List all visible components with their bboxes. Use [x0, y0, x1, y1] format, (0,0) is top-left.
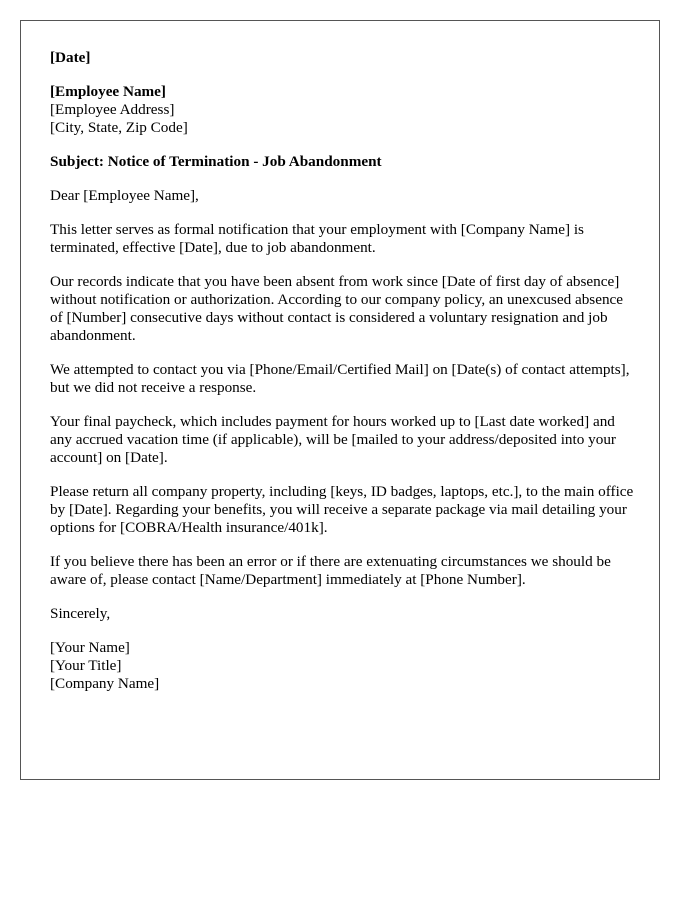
signature-block — [50, 639, 635, 693]
signature-name: [Your Name] — [50, 639, 130, 656]
paragraph-contact-info: If you believe there has been an error or if there are extenuating circumstances we should be aware of, please contact [Name/Department] immediately at [Phone Number]. — [50, 553, 611, 588]
paragraph-absence-records: Our records indicate that you have been absent from work since [Date of first day of absence] without notification or authorization. According to our company policy, an unexcused absence of [Number] consecutive days without contact is considered a voluntary resignation and job abandonment. — [50, 273, 624, 344]
letter-body — [50, 49, 635, 693]
letter-date: [Date] — [50, 49, 91, 66]
recipient-city-state-zip: [City, State, Zip Code] — [50, 119, 188, 136]
recipient-name: [Employee Name] — [50, 83, 166, 100]
signature-title: [Your Title] — [50, 657, 122, 674]
signature-company: [Company Name] — [50, 675, 160, 692]
paragraph-contact-attempts: We attempted to contact you via [Phone/Email/Certified Mail] on [Date(s) of contact attempts], but we did not receive a response. — [50, 361, 630, 396]
letter-page — [20, 20, 660, 780]
letter-subject: Subject: Notice of Termination - Job Abandonment — [50, 153, 382, 170]
paragraph-company-property: Please return all company property, including [keys, ID badges, laptops, etc.], to the main office by [Date]. Regarding your benefits, you will receive a separate package via mail detailing your options for [COBRA/Health insurance/401k]. — [50, 483, 634, 536]
letter-salutation: Dear [Employee Name], — [50, 187, 199, 204]
paragraph-final-paycheck: Your final paycheck, which includes payment for hours worked up to [Last date worked] and any accrued vacation time (if applicable), will be [mailed to your address/deposited into your account] on [Date]. — [50, 413, 616, 466]
letter-closing: Sincerely, — [50, 605, 111, 622]
recipient-block — [50, 83, 635, 137]
recipient-address: [Employee Address] — [50, 101, 175, 118]
paragraph-notification: This letter serves as formal notification that your employment with [Company Name] is terminated, effective [Date], due to job abandonment. — [50, 221, 584, 256]
